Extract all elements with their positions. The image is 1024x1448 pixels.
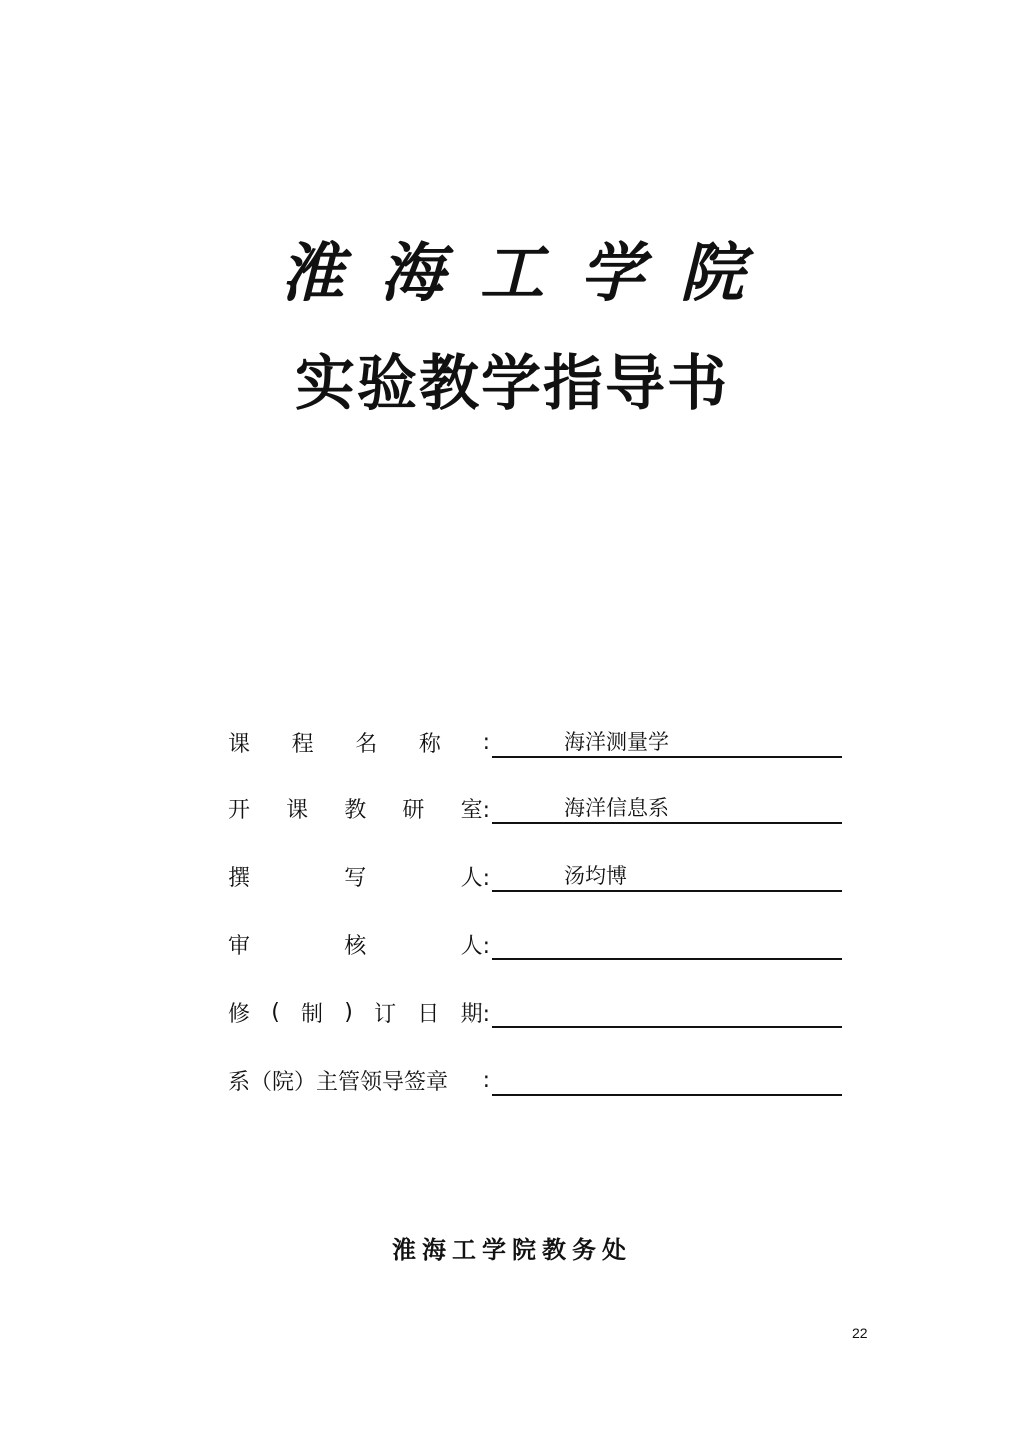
form-field-revision-date[interactable]: [492, 994, 842, 1028]
page-number: 22: [852, 1325, 868, 1341]
document-title: 实验教学指导书: [295, 349, 729, 419]
school-name-char: 海: [380, 236, 444, 311]
form-field-course-name[interactable]: [492, 724, 842, 758]
school-name-char: 淮: [280, 236, 344, 311]
form-row-department: [228, 788, 842, 828]
form-label-leader-signature: 系（院）主管领导签章 :: [228, 1067, 490, 1095]
form-label-department: 开 课 教 研 室:: [228, 797, 490, 823]
form-label-course-name: 课 程 名 称 :: [228, 729, 490, 757]
author-value: 汤均博: [564, 864, 627, 888]
form-field-reviewer[interactable]: [492, 926, 842, 960]
school-name-char: 工: [480, 236, 544, 311]
school-name-char: 学: [580, 236, 644, 311]
form-row-leader-signature: [228, 1060, 842, 1100]
form-field-author[interactable]: [492, 858, 842, 892]
form-field-leader-signature[interactable]: [492, 1062, 842, 1096]
form-label-revision-date: 修 ( 制 ) 订 日 期:: [228, 999, 490, 1027]
form-field-department[interactable]: [492, 790, 842, 824]
form-row-course-name: [228, 722, 842, 762]
form-label-author: 撰 写 人:: [228, 865, 490, 891]
department-value: 海洋信息系: [564, 796, 669, 820]
form-row-revision-date: [228, 992, 842, 1032]
form-row-reviewer: [228, 924, 842, 964]
form-row-author: [228, 856, 842, 896]
issuing-office: 淮海工学院教务处: [392, 1236, 632, 1264]
form-label-reviewer: 审 核 人:: [228, 933, 490, 959]
course-name-value: 海洋测量学: [564, 730, 669, 754]
school-name-char: 院: [680, 236, 744, 311]
